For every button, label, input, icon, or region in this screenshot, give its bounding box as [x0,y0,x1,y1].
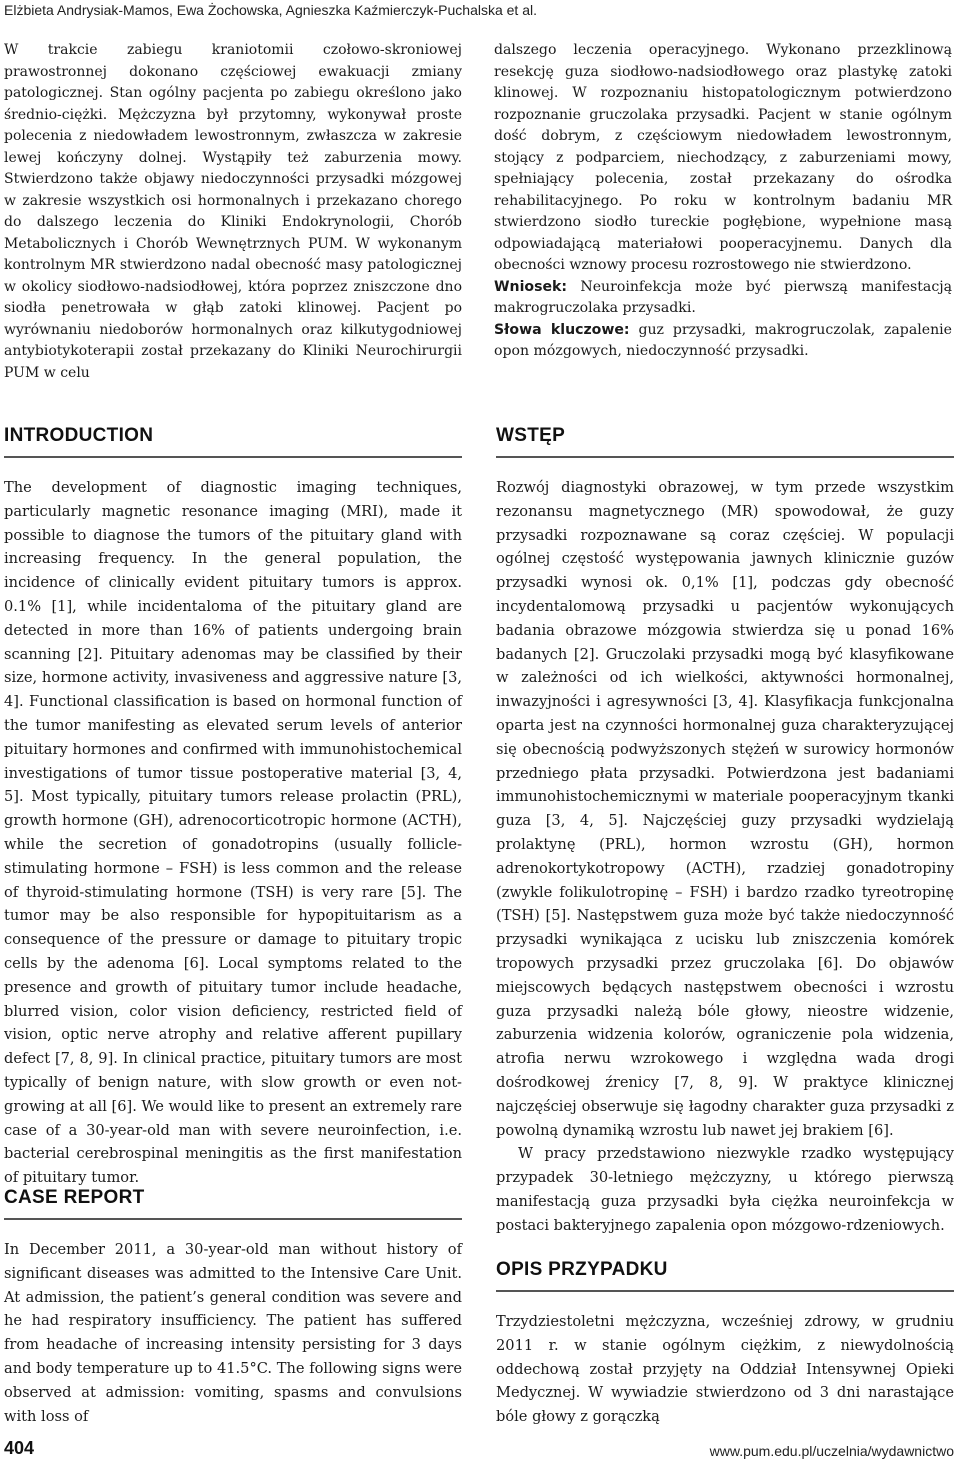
introduction-text: The development of diagnostic imaging techniques, particularly magnetic resonance imaging (MRI), made it possible to diagnose the tumors of the pituitary gland with increasing frequency. In the general population, the incidence of clinically evident pituitary tumors is approx. 0.1% [1], while incidentaloma of the pituitary gland are detected in more than 16% of patients undergoing brain scanning [2]. Pituitary adenomas may be classified by their size, hormone activity, invasiveness and aggressive nature [3, 4]. Functional classification is based on hormonal function of the tumor manifesting as elevated serum levels of anterior pituitary hormones and confirmed with immunohistochemical investigations of tumor tissue postoperative material [3, 4, 5]. Most typically, pituitary tumors release prolactin (PRL), growth hormone (GH), adrenocorticotropic hormone (ACTH), while the secretion of gonadotropins (usually follicle-stimulating hormone – FSH) is less common and the release of thyroid-stimulating hormone (TSH) is very rare [5]. The tumor may be also responsible for hypopituitarism as a consequence of the pressure or damage to pituitary tropic cells by the adenoma [6]. Local symptoms related to the presence and growth of pituitary tumor include headache, blurred vision, color vision deficiency, restricted field of vision, optic nerve atrophy and relative afferent pupillary defect [7, 8, 9]. In clinical practice, pituitary tumors are most typically of benign nature, with slow growth or even not-growing at all [6]. We would like to present an extremely rare case of a 30-year-old man with severe neuroinfection, i.e. bacterial cerebrospinal meningitis as the first manifestation of pituitary tumor. [4,479,463,1187]
opis-heading-block [496,1258,954,1292]
introduction-heading-block [4,424,462,458]
wstep-divider [496,456,954,458]
wstep-heading-block [496,424,954,458]
wstep-paragraph-1: Rozwój diagnostyki obrazowej, w tym przede wszystkim rezonansu magnetycznego (MR) spowodował, że guzy przysadki rozpoznawane są coraz częściej. W populacji ogólnej częstość występowania jawnych klinicznie guzów przysadki wynosi ok. 0,1% [1], podczas gdy obecność incydentalomową przysadki u pacjentów wykonujących badania obrazowe mózgowia stwierdza się u ponad 16% badanych [2]. Gruczolaki przysadki mogą być klasyfikowane w zależności od ich wielkości, aktywności hormonalnej, inwazyjności i agresywności [3, 4]. Klasyfikacja funkcjonalna oparta jest na czynności hormonalnej guza charakteryzującej się obecnością podwyższonych stężeń w surowicy hormonów przedniego płata przysadki. Potwierdzona jest badaniami immunohistochemicznymi w materiale pooperacyjnym tkanki guza [3, 4, 5]. Najczęściej guzy przysadki wydzielają prolaktynę (PRL), hormon wzrostu (GH), hormon adrenokortykotropowy (ACTH), rzadziej gonadotropiny (zwykle folikulotropinę – FSH) i bardzo rzadko tyreotropinę (TSH) [5]. Następstwem guza może być także niedoczynność przysadki wynikająca z ucisku lub zniszczenia komórek tropowych przysadki przez gruczolaka [6]. Do objawów miejscowych będących następstwem obecności i wzrostu guza przysadki należą bóle głowy, nieostre widzenie, zaburzenia widzenia kolorów, ograniczenie pola widzenia, atrofia nerwu wzrokowego i względna wada drogi dośrodkowej źrenicy [7, 8, 9]. W praktyce klinicznej najczęściej obserwuje się łagodny charakter guza przysadki z powolną dynamiką wzrostu lub nawet jej brakiem [6]. [496,479,954,1139]
conclusion-label: Wniosek: [494,278,568,295]
summary-pl-text: W trakcie zabiegu kraniotomii czołowo-skroniowej prawostronnej dokonano częściowej ewakuacji zmiany patologicznej. Stan ogólny pacjenta po zabiegu określono jako średnio-ciężki. Mężczyzna był przytomny, wykonywał proste polecenia z niedowładem lewostronnym, zwłaszcza w zakresie lewej kończyny dolnej. Wystąpiły też zaburzenia mowy. Stwierdzono także objawy niedoczynności przysadki mózgowej w zakresie wszystkich osi hormonalnych i przekazano chorego do dalszego leczenia do Kliniki Endokrynologii, Chorób Metabolicznych i Chorób Wewnętrznych PUM. W wykonanym kontrolnym MR stwierdzono nadal obecność masy patologicznej w okolicy siodłowo-nadsiodłowej, która poprzez zniszczone dno siodła penetrowała w głąb zatoki klinowej. Pacjent po wyrównaniu niedoborów hormonalnych oraz kilkutygodniowej antybiotykoterapii został przekazany do Kliniki Neurochirurgii PUM w celu [4,42,462,381]
introduction-column [4,476,462,1190]
introduction-heading: INTRODUCTION [4,425,154,446]
wstep-paragraph-2: W pracy przedstawiono niezwykle rzadko występujący przypadek 30-letniego mężczyzny, u którego pierwszą manifestacją guza przysadki była ciężka neuroinfekcja w postaci bakteryjnego zapalenia opon mózgowo-rdzeniowych. [496,1145,954,1234]
page-number: 404 [4,1438,35,1458]
case-report-divider [4,1218,462,1220]
introduction-divider [4,456,462,458]
case-report-heading-block [4,1186,462,1220]
keywords-text: guz przysadki, makrogruczolak, zapalenie opon mózgowych, niedoczynność przysadki. [494,321,952,359]
opis-column [496,1310,954,1429]
conclusion [494,277,952,320]
summary-pl-column-right [494,40,952,363]
opis-heading: OPIS PRZYPADKU [496,1259,668,1280]
wstep-column [496,476,954,1238]
running-head: Elżbieta Andrysiak-Mamos, Ewa Żochowska, Agnieszka Kaźmierczyk-Puchalska et al. [4,2,537,18]
wstep-heading: WSTĘP [496,425,566,446]
summary-pl-continuation: dalszego leczenia operacyjnego. Wykonano przezklinową resekcję guza siodłowo-nadsiodłowego oraz plastykę zatoki klinowej. W rozpoznaniu histopatologicznym potwierdzono rozpoznanie gruczolaka przysadki. Pacjent w stanie ogólnym dość dobrym, z częściowym niedowładem lewostronnym, stojący z podparciem, niechodzący, z zaburzeniami mowy, spełniający polecenia, został przekazany do ośrodka rehabilitacyjnego. Po roku w kontrolnym badaniu MR stwierdzono siodło tureckie pogłębione, wypełnione masą odpowiadającą materiałowi pooperacyjnemu. Danych dla obecności wznowy procesu rozrostowego nie stwierdzono. [494,42,952,273]
case-report-column [4,1238,462,1428]
conclusion-text: Neuroinfekcja może być pierwszą manifestacją makrogruczolaka przysadki. [494,278,952,316]
opis-divider [496,1290,954,1292]
publisher-url: www.pum.edu.pl/uczelnia/wydawnictwo [709,1443,954,1459]
case-report-heading: CASE REPORT [4,1187,145,1208]
case-report-text: In December 2011, a 30-year-old man without history of significant diseases was admitted to the Intensive Care Unit. At admission, the patient’s general condition was severe and he had respiratory insufficiency. The patient has suffered from headache of increasing intensity persisting for 3 days and body temperature up to 41.5°C. The following signs were observed at admission: vomiting, spasms and convulsions with loss of [4,1241,462,1425]
opis-text: Trzydziestoletni mężczyzna, wcześniej zdrowy, w grudniu 2011 r. w stanie ogólnym ciężkim, z niewydolnością oddechową został przyjęty na Oddział Intensywnej Opieki Medycznej. W wywiadzie stwierdzono od 3 dni narastające bóle głowy z gorączką [496,1313,954,1426]
keywords-label: Słowa kluczowe: [494,321,630,338]
summary-pl-column-left [4,40,462,384]
keywords [494,320,952,363]
